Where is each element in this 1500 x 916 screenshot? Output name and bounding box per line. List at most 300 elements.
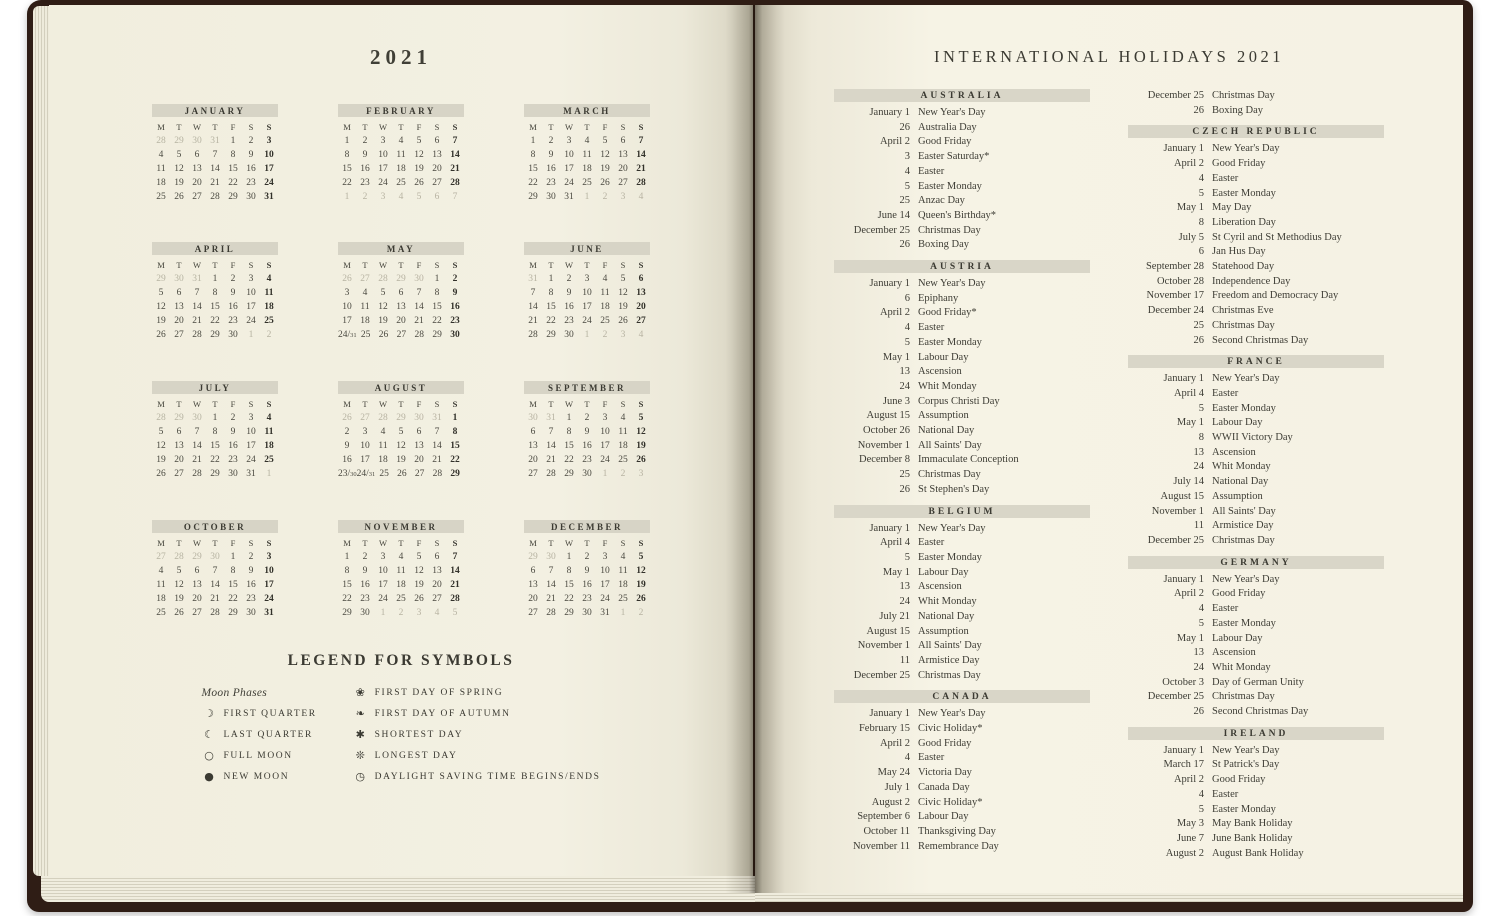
date-cell: 10: [582, 288, 592, 298]
country-header-canada: CANADA: [834, 690, 1090, 703]
holiday-row: [834, 595, 1090, 610]
holiday-row: [834, 840, 1090, 855]
date-cell: 5: [620, 274, 626, 284]
date-cell: 26: [636, 594, 646, 604]
daylight-saving-time-icon: ◷: [355, 770, 365, 783]
date-cell: 2: [602, 330, 608, 340]
week-row: [152, 162, 278, 176]
holiday-name: National Day: [918, 610, 975, 622]
date-cell: 20: [192, 178, 202, 188]
date-cell: 10: [264, 150, 274, 160]
date-cell: 23: [246, 594, 256, 604]
holiday-row: [1128, 104, 1384, 119]
date-cell: 26: [397, 469, 407, 479]
date-cell: 1: [602, 469, 608, 479]
weekday-label: F: [230, 122, 236, 132]
date-cell: 15: [564, 441, 574, 451]
date-cell: 7: [452, 136, 458, 146]
date-cell: 21: [192, 316, 202, 326]
date-cell: 7: [416, 288, 422, 298]
holiday-name: Good Friday: [918, 136, 972, 148]
holiday-row: [834, 439, 1090, 454]
weekday-label: T: [212, 538, 218, 548]
date-cell: 3: [362, 427, 368, 437]
weekday-label: M: [157, 538, 165, 548]
week-row: [152, 328, 278, 342]
holiday-date: January 1: [869, 278, 910, 290]
date-cell: 1: [212, 274, 218, 284]
legend-item-label: SHORTEST DAY: [374, 729, 464, 740]
date-cell: 2: [230, 413, 236, 423]
holiday-row: [834, 365, 1090, 380]
date-cell: 31: [546, 413, 556, 423]
week-row: [152, 411, 278, 425]
date-cell: 16: [564, 302, 574, 312]
date-cell: 2: [398, 608, 404, 618]
date-cell: 17: [600, 441, 610, 451]
holiday-row: [1128, 187, 1384, 202]
date-cell: 9: [248, 150, 254, 160]
holiday-row: [1128, 387, 1384, 402]
date-cell: 21: [192, 455, 202, 465]
holiday-name: Labour Day: [918, 811, 969, 823]
date-cell: 17: [246, 302, 256, 312]
date-cell: 3: [380, 192, 386, 202]
date-cell: 1: [344, 552, 350, 562]
holiday-date: 4: [904, 322, 910, 334]
date-cell: 3: [248, 413, 254, 423]
date-cell: 30: [414, 274, 424, 284]
date-cell: 30: [546, 192, 556, 202]
week-row: [152, 176, 278, 190]
country-header-belgium: BELGIUM: [834, 505, 1090, 518]
holiday-date: 26: [899, 483, 910, 495]
legend-item: [353, 703, 601, 724]
date-cell: 8: [230, 150, 236, 160]
date-cell: 30: [228, 469, 238, 479]
date-cell: 17: [264, 164, 274, 174]
date-cell: 1: [266, 469, 272, 479]
weekday-row: [524, 120, 650, 134]
holiday-date: May 1: [882, 351, 910, 363]
date-cell: 10: [378, 566, 388, 576]
date-cell: 23: [582, 594, 592, 604]
holiday-date: 26: [899, 239, 910, 251]
date-cell: 30: [546, 552, 556, 562]
months-grid: [49, 104, 753, 620]
date-cell: 2: [362, 192, 368, 202]
date-cell: 27: [396, 330, 407, 340]
legend-item: [202, 724, 317, 745]
holiday-name: Freedom and Democracy Day: [1212, 290, 1339, 302]
week-row: [524, 272, 650, 286]
holiday-row: [1128, 216, 1384, 231]
month-title: NOVEMBER: [338, 520, 464, 533]
date-cell: 1: [434, 274, 440, 284]
holiday-name: May Bank Holiday: [1212, 818, 1293, 830]
date-cell: 14: [210, 580, 220, 590]
legend-item-label: LAST QUARTER: [223, 729, 313, 740]
holiday-row: [834, 453, 1090, 468]
weekday-label: W: [378, 399, 388, 409]
date-cell: 3: [620, 192, 626, 202]
weekday-label: F: [602, 122, 608, 132]
legend-item-label: FIRST QUARTER: [223, 708, 317, 719]
weekday-label: S: [266, 538, 272, 548]
date-cell: 16: [546, 164, 556, 174]
holiday-date: 11: [899, 654, 910, 666]
date-cell: 20: [192, 594, 202, 604]
holiday-name: Good Friday*: [918, 307, 977, 319]
date-cell: 13: [432, 566, 442, 576]
month-title: AUGUST: [338, 381, 464, 394]
month-title: JANUARY: [152, 104, 278, 117]
holiday-row: [1128, 573, 1384, 588]
date-cell: 20: [432, 580, 442, 590]
holiday-row: [1128, 534, 1384, 549]
holiday-row: [834, 150, 1090, 165]
date-cell: 9: [584, 427, 590, 437]
holiday-row: [834, 121, 1090, 136]
date-cell: 9: [566, 288, 572, 298]
weekday-label: S: [434, 399, 440, 409]
week-row: [524, 148, 650, 162]
holiday-row: [834, 522, 1090, 537]
weekday-label: W: [192, 260, 202, 270]
holiday-date: August 15: [866, 625, 910, 637]
weekday-label: M: [529, 538, 537, 548]
week-row: [152, 134, 278, 148]
holiday-date: 5: [1198, 617, 1204, 629]
date-cell: 2: [566, 274, 572, 284]
weekday-label: F: [230, 399, 236, 409]
holiday-row: [834, 380, 1090, 395]
holiday-row: [834, 669, 1090, 684]
holiday-name: Good Friday: [1212, 158, 1266, 170]
date-cell: 29: [396, 274, 406, 284]
date-cell: 6: [620, 136, 626, 146]
date-cell: 6: [398, 288, 404, 298]
date-cell: 12: [600, 150, 610, 160]
weekday-label: M: [343, 538, 351, 548]
date-cell: 29: [192, 552, 202, 562]
holiday-name: Easter Saturday*: [918, 151, 990, 163]
month-december: [524, 520, 650, 620]
holiday-name: National Day: [918, 425, 975, 437]
month-august: [338, 381, 464, 482]
date-cell: 16: [360, 164, 370, 174]
date-cell: 30: [414, 413, 424, 423]
date-cell: 30: [228, 330, 238, 340]
holiday-row: [834, 165, 1090, 180]
date-cell: 9: [362, 150, 368, 160]
holiday-date: 4: [1198, 603, 1204, 615]
date-cell: 27: [174, 330, 184, 340]
holiday-name: Civic Holiday*: [918, 723, 983, 735]
holiday-row: [834, 610, 1090, 625]
holiday-name: Whit Monday: [1212, 661, 1271, 673]
date-cell: 24: [246, 455, 256, 465]
right-page: [755, 5, 1463, 893]
date-cell: 17: [360, 455, 370, 465]
holiday-name: New Year's Day: [1212, 143, 1280, 155]
date-cell: 26: [342, 413, 352, 423]
date-cell: 10: [564, 150, 574, 160]
weekday-label: S: [638, 122, 644, 132]
holiday-row: [1128, 744, 1384, 759]
shortest-day-icon: ✱: [355, 728, 365, 741]
holiday-row: [1128, 490, 1384, 505]
date-cell: 9: [362, 566, 368, 576]
holiday-date: August 2: [871, 796, 910, 808]
date-cell: 22: [432, 316, 442, 326]
month-title: DECEMBER: [524, 520, 650, 533]
holiday-name: Epiphany: [918, 292, 959, 304]
week-row: [152, 272, 278, 286]
week-row: [524, 606, 650, 620]
holiday-row: [1128, 431, 1384, 446]
date-cell: 23: [360, 594, 370, 604]
planner-book: [27, 0, 1473, 912]
date-cell: 3: [584, 274, 590, 284]
holiday-name: Labour Day: [1212, 417, 1263, 429]
date-cell: 29: [174, 413, 184, 423]
date-cell: 24: [264, 178, 274, 188]
week-row: [338, 592, 464, 606]
holiday-name: Armistice Day: [1212, 520, 1274, 532]
date-cell: 8: [212, 427, 218, 437]
holiday-row: [1128, 602, 1384, 617]
holiday-row: [1128, 803, 1384, 818]
holiday-row: [834, 654, 1090, 669]
holiday-date: April 2: [879, 737, 910, 749]
date-cell: 21: [414, 316, 424, 326]
date-cell: 10: [378, 150, 388, 160]
weekday-label: S: [452, 399, 458, 409]
holiday-date: July 21: [879, 610, 910, 622]
holiday-date: November 11: [852, 840, 910, 852]
weekday-label: S: [266, 399, 272, 409]
date-cell: 23: [228, 455, 238, 465]
weekday-label: S: [638, 399, 644, 409]
holiday-date: November 17: [1146, 290, 1204, 302]
holiday-name: Labour Day: [918, 351, 969, 363]
holiday-date: 5: [904, 551, 910, 563]
holiday-name: Victoria Day: [918, 767, 972, 779]
weekday-label: W: [192, 122, 202, 132]
week-row: [152, 148, 278, 162]
date-cell: 18: [360, 316, 370, 326]
date-cell: 8: [230, 566, 236, 576]
date-cell: 1: [566, 413, 572, 423]
date-cell: 11: [156, 164, 166, 174]
holiday-name: May Day: [1212, 202, 1252, 214]
holiday-row: [1128, 632, 1384, 647]
week-row: [524, 300, 650, 314]
date-cell: 1: [212, 413, 218, 423]
holiday-name: St Cyril and St Methodius Day: [1212, 231, 1342, 243]
holiday-row: [834, 536, 1090, 551]
date-cell: 18: [396, 164, 406, 174]
date-cell: 5: [638, 413, 644, 423]
page-edge-stack-left: [33, 6, 49, 876]
date-cell: 22: [342, 594, 352, 604]
holiday-name: Corpus Christi Day: [918, 395, 1000, 407]
weekday-label: W: [192, 399, 202, 409]
date-cell: 4: [266, 413, 272, 423]
holiday-row: [834, 639, 1090, 654]
date-cell: 30: [210, 552, 220, 562]
date-cell: 8: [344, 150, 350, 160]
month-title: JULY: [152, 381, 278, 394]
holiday-row: [1128, 446, 1384, 461]
date-cell: 1: [548, 274, 554, 284]
month-january: [152, 104, 278, 204]
date-cell: 17: [600, 580, 610, 590]
date-cell: 10: [246, 288, 256, 298]
week-row: [338, 411, 464, 425]
date-cell: 16: [228, 302, 238, 312]
holiday-name: Assumption: [918, 625, 969, 637]
date-cell: 3: [620, 330, 626, 340]
holiday-row: [834, 135, 1090, 150]
date-cell: 15: [342, 580, 352, 590]
holiday-name: Assumption: [1212, 490, 1263, 502]
date-cell: 8: [434, 288, 440, 298]
date-cell: 9: [584, 566, 590, 576]
weekday-row: [152, 397, 278, 411]
date-cell: 12: [378, 302, 388, 312]
weekday-label: W: [564, 260, 574, 270]
date-cell: 7: [194, 427, 200, 437]
weekday-row: [338, 397, 464, 411]
holiday-date: 4: [904, 752, 910, 764]
weekday-label: F: [416, 399, 422, 409]
date-cell: 21: [528, 316, 538, 326]
week-row: [524, 425, 650, 439]
date-cell: 4: [380, 427, 386, 437]
date-cell: 5: [638, 552, 644, 562]
weekday-label: M: [529, 260, 537, 270]
date-cell: 24: [564, 178, 574, 188]
weekday-label: T: [362, 538, 368, 548]
first-day-of-spring-icon: ❀: [355, 686, 365, 699]
date-cell: 26: [618, 316, 628, 326]
date-cell: 28: [414, 330, 424, 340]
holiday-date: May 3: [1176, 818, 1204, 830]
date-cell: 16: [582, 580, 592, 590]
legend: [49, 652, 753, 787]
date-cell: 16: [582, 441, 592, 451]
week-row: [524, 162, 650, 176]
legend-item-label: FIRST DAY OF AUTUMN: [374, 708, 511, 719]
date-cell: 6: [638, 274, 644, 284]
date-cell: 14: [450, 150, 460, 160]
date-cell: 15: [450, 441, 460, 451]
holiday-name: New Year's Day: [918, 107, 986, 118]
holiday-row: [1128, 260, 1384, 275]
date-cell: 4: [638, 192, 644, 202]
holiday-date: August 2: [1165, 847, 1204, 859]
holiday-date: 8: [1198, 432, 1204, 444]
date-cell: 3: [380, 136, 386, 146]
weekday-label: S: [452, 122, 458, 132]
holiday-date: 6: [1198, 246, 1204, 258]
weekday-label: T: [362, 399, 368, 409]
week-row: [338, 272, 464, 286]
date-cell: 9: [248, 566, 254, 576]
date-cell: 4: [158, 150, 164, 160]
date-cell: 30: [192, 413, 202, 423]
date-cell: 13: [528, 441, 538, 451]
date-cell: 23/30: [338, 469, 357, 479]
holiday-date: April 2: [1173, 774, 1204, 786]
date-cell: 10: [600, 566, 610, 576]
date-cell: 30: [564, 330, 574, 340]
holiday-row: [1128, 847, 1384, 862]
holiday-name: Easter Monday: [1212, 187, 1276, 199]
date-cell: 19: [636, 441, 646, 451]
date-cell: 2: [248, 552, 254, 562]
date-cell: 22: [564, 455, 574, 465]
holiday-date: December 25: [1147, 691, 1204, 703]
legend-item-label: NEW MOON: [223, 771, 290, 782]
date-cell: 8: [212, 288, 218, 298]
date-cell: 5: [398, 427, 404, 437]
holiday-name: Remembrance Day: [918, 840, 999, 852]
holiday-date: October 3: [1162, 676, 1204, 688]
date-cell: 3: [248, 274, 254, 284]
holiday-row: [1128, 334, 1384, 349]
holiday-name: Ascension: [1212, 647, 1256, 659]
holiday-date: April 4: [1173, 387, 1204, 399]
date-cell: 13: [528, 580, 538, 590]
date-cell: 24: [378, 594, 388, 604]
date-cell: 20: [528, 594, 538, 604]
holiday-name: Second Christmas Day: [1212, 706, 1309, 718]
legend-item: [202, 766, 317, 787]
date-cell: 5: [416, 192, 422, 202]
date-cell: 19: [156, 316, 166, 326]
holiday-date: June 3: [882, 395, 910, 407]
holiday-name: St Stephen's Day: [918, 483, 990, 495]
date-cell: 12: [156, 302, 166, 312]
holiday-name: Easter Monday: [918, 551, 982, 563]
holiday-name: Ascension: [918, 581, 962, 593]
week-row: [338, 564, 464, 578]
date-cell: 6: [176, 427, 182, 437]
weekday-label: W: [564, 399, 574, 409]
holiday-date: July 14: [1173, 476, 1204, 488]
holiday-date: April 2: [879, 136, 910, 148]
date-cell: 18: [618, 441, 628, 451]
date-cell: 7: [530, 288, 536, 298]
holiday-name: Day of German Unity: [1212, 676, 1304, 688]
date-cell: 13: [192, 164, 202, 174]
week-row: [524, 176, 650, 190]
holiday-row: [834, 224, 1090, 239]
holiday-row: [1128, 416, 1384, 431]
week-row: [152, 453, 278, 467]
holiday-row: [834, 722, 1090, 737]
date-cell: 2: [602, 192, 608, 202]
holiday-name: Ascension: [1212, 446, 1256, 458]
date-cell: 15: [210, 441, 220, 451]
holiday-row: [1128, 475, 1384, 490]
date-cell: 16: [228, 441, 238, 451]
date-cell: 26: [156, 469, 166, 479]
weekday-label: W: [564, 122, 574, 132]
